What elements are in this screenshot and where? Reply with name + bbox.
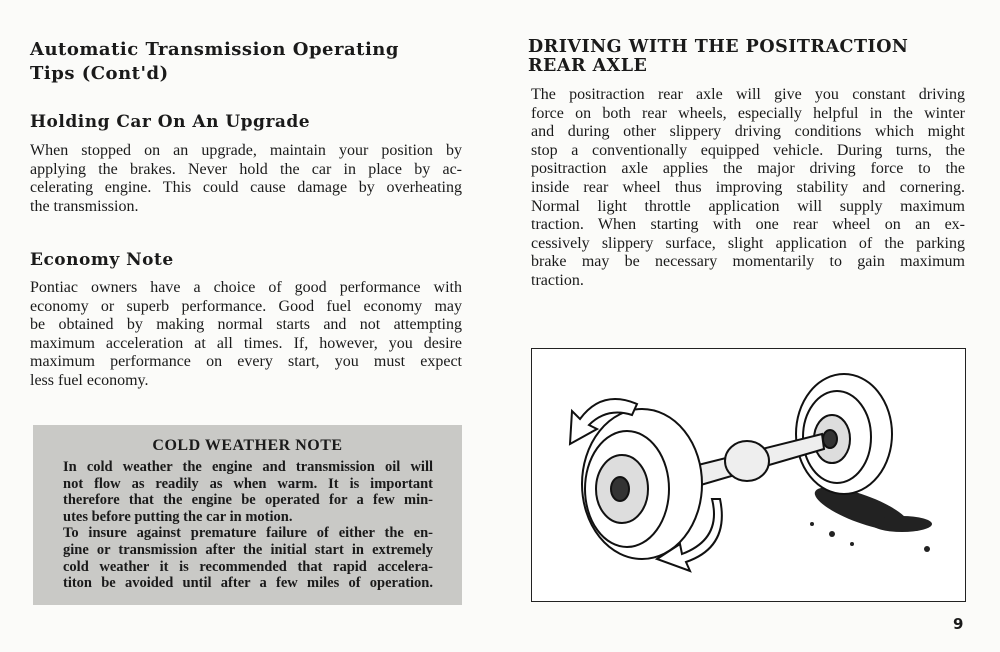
text-line: celerating engine. This could cause damage by overheating: [30, 179, 462, 197]
title-line: Tips (Cont'd): [30, 63, 169, 84]
text-line: In cold weather the engine and transmission oil will: [63, 459, 433, 475]
text-line: The positraction rear axle will give you constant driving: [531, 86, 965, 103]
title-line: REAR AXLE: [528, 56, 648, 76]
text-line: positraction axle applies the major driving force to the: [531, 160, 965, 178]
text-line: be obtained by making normal starts and not attempting: [30, 316, 462, 334]
positraction-title: [528, 38, 908, 76]
text-line: To insure against premature failure of either the en-: [63, 525, 433, 542]
text-line: gine or transmission after the initial start in extremely: [63, 541, 433, 558]
text-line: utes before putting the car in motion.: [63, 508, 293, 525]
economy-heading: Economy Note: [30, 250, 174, 270]
page-number: 9: [953, 615, 964, 633]
title-line: Automatic Transmission Operating: [30, 39, 399, 60]
text-line: traction.: [531, 271, 584, 289]
text-line: the transmission.: [30, 197, 139, 215]
text-line: maximum performance on every start, you must expect: [30, 353, 462, 371]
text-line: Normal light throttle application will supply maximum: [531, 197, 965, 215]
upgrade-heading: Holding Car On An Upgrade: [30, 112, 311, 132]
text-line: cessively slippery surface, slight application of the parking: [531, 234, 965, 252]
text-line: stop a conventionally equipped vehicle. During turns, the: [531, 141, 965, 159]
economy-paragraph: [30, 279, 462, 391]
cold-weather-note-box: [33, 425, 462, 605]
text-line: and during other slippery driving conditions which might: [531, 123, 965, 141]
note-body: [63, 459, 433, 592]
text-line: force on both rear wheels, especially helpful in the winter: [531, 104, 965, 122]
text-line: cold weather it is recommended that rapid accelera-: [63, 558, 433, 575]
text-line: When stopped on an upgrade, maintain your position by: [30, 142, 462, 159]
text-line: maximum acceleration at all times. If, however, you desire: [30, 334, 462, 352]
section-title: [30, 38, 399, 86]
right-wheel: [796, 374, 892, 494]
rear-axle-illustration: [531, 348, 966, 602]
text-line: traction. When starting with one rear wheel on an ex-: [531, 216, 965, 234]
upgrade-paragraph: [30, 142, 462, 216]
text-line: inside rear wheel thus improving stability and cornering.: [531, 178, 965, 196]
text-line: economy or superb performance. Good fuel economy may: [30, 297, 462, 315]
axle-wheels-drawing: [532, 349, 965, 601]
text-line: Pontiac owners have a choice of good performance with: [30, 279, 462, 296]
text-line: applying the brakes. Never hold the car in place by ac-: [30, 160, 462, 178]
positraction-paragraph: [531, 86, 965, 291]
text-line: less fuel economy.: [30, 371, 149, 389]
left-wheel: [582, 409, 702, 559]
text-line: brake may be necessary momentarily to gain maximum: [531, 253, 965, 271]
title-line: DRIVING WITH THE POSITRACTION: [528, 37, 909, 57]
note-title: COLD WEATHER NOTE: [152, 437, 343, 454]
text-line: not flow as readily as when warm. It is important: [63, 475, 433, 492]
text-line: titon be avoided until after a few miles of operation.: [63, 575, 433, 592]
text-line: therefore that the engine be operated for a few min-: [63, 492, 433, 509]
